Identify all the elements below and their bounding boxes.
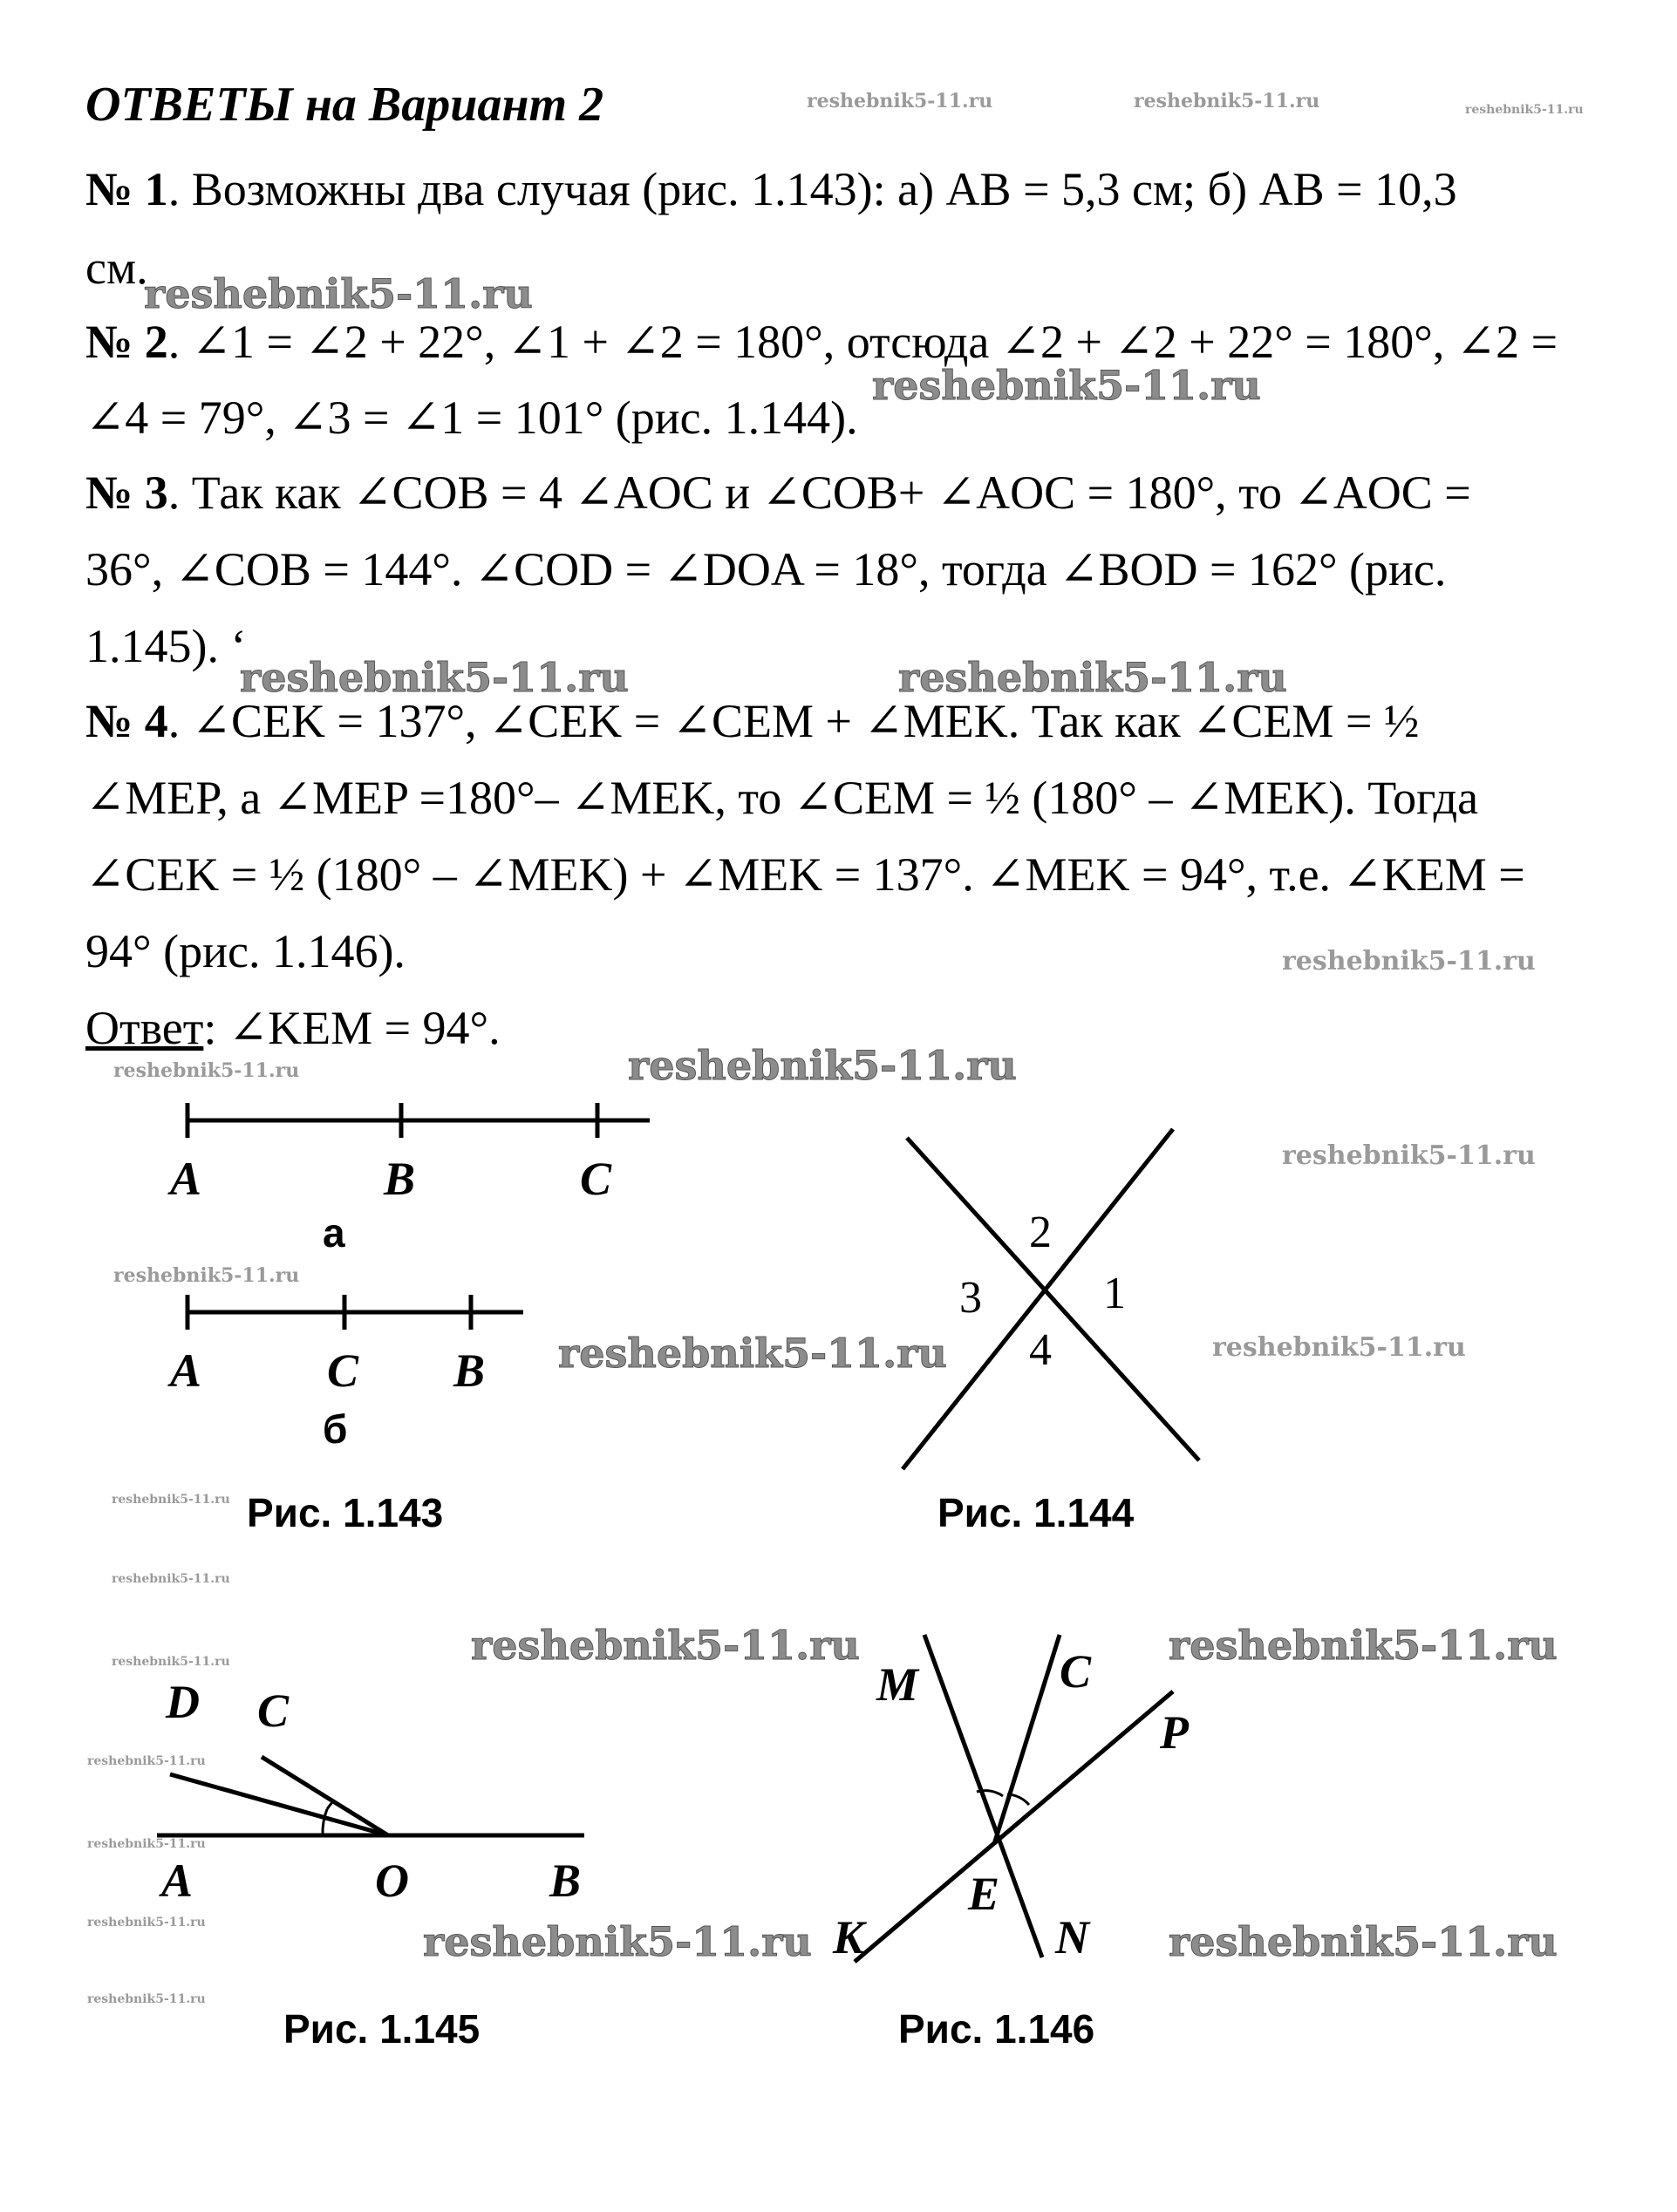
problem-3-number: № 3 (85, 466, 168, 519)
answer-label: Ответ (85, 1002, 204, 1054)
watermark: reshebnik5-11.ru (628, 1042, 1017, 1089)
problem-2-line-1 (85, 316, 1558, 368)
point-label-c: C (257, 1685, 290, 1737)
problem-1-line-2: см. (85, 242, 148, 294)
point-label-n: N (1055, 1911, 1089, 1964)
point-label-b: B (453, 1344, 486, 1397)
answer-text: : ∠KEM = 94°. (203, 1002, 501, 1054)
watermark: reshebnik5-11.ru (423, 1918, 812, 1965)
figure-caption: Рис. 1.145 (283, 2006, 481, 2052)
point-label-e: E (968, 1868, 1000, 1920)
watermark: reshebnik5-11.ru (1169, 1622, 1558, 1669)
point-label-d: D (166, 1676, 200, 1728)
segment-diagram-a (167, 1103, 650, 1256)
problem-1-text: . Возможны два случая (рис. 1.143): а) AB = 5,3 см; б) AB = 10,3 (167, 163, 1457, 215)
page-title: ОТВЕТЫ на Вариант 2 (85, 78, 604, 132)
case-label-a: а (323, 1210, 345, 1256)
problem-2-line-2: ∠4 = 79°, ∠3 = ∠1 = 101° (рис. 1.144). (85, 391, 858, 444)
watermark: reshebnik5-11.ru (807, 90, 993, 112)
watermark: reshebnik5-11.ru (898, 654, 1287, 701)
angle-label-4: 4 (1029, 1325, 1052, 1375)
watermark: reshebnik5-11.ru (112, 1655, 230, 1669)
problem-1-number: № 1 (85, 163, 168, 215)
watermark: reshebnik5-11.ru (1169, 1918, 1558, 1965)
point-label-p: P (1160, 1706, 1189, 1759)
figure-1-143 (166, 1081, 671, 1465)
answer-line (85, 1004, 501, 1052)
angle-label-2: 2 (1029, 1208, 1052, 1257)
watermark: reshebnik5-11.ru (112, 1572, 230, 1586)
problem-3-line-1 (85, 466, 1471, 519)
watermark: reshebnik5-11.ru (558, 1330, 947, 1377)
figure-1-145 (140, 1639, 610, 1901)
watermark: reshebnik5-11.ru (87, 1837, 206, 1851)
watermark: reshebnik5-11.ru (1134, 90, 1320, 112)
watermark: reshebnik5-11.ru (113, 1264, 300, 1287)
problem-3-line-2: 36°, ∠COB = 144°. ∠COD = ∠DOA = 18°, тогда ∠BOD = 162° (рис. (85, 543, 1447, 596)
problem-2-number: № 2 (85, 316, 168, 368)
point-label-a: A (170, 1153, 202, 1205)
problem-3-text: . Так как ∠COB = 4 ∠AOC и ∠COB+ ∠AOC = 180°, то ∠AOC = (167, 466, 1471, 519)
watermark: reshebnik5-11.ru (1212, 1332, 1466, 1363)
point-label-m: M (876, 1658, 919, 1711)
problem-2-text: . ∠1 = ∠2 + 22°, ∠1 + ∠2 = 180°, отсюда ∠2 + ∠2 + 22° = 180°, ∠2 = (167, 316, 1558, 368)
problem-4-number: № 4 (85, 695, 168, 747)
watermark: reshebnik5-11.ru (1282, 946, 1536, 977)
figure-1-144 (881, 1116, 1230, 1482)
case-label-b: б (323, 1406, 348, 1452)
angle-label-1: 1 (1103, 1269, 1126, 1318)
watermark: reshebnik5-11.ru (1282, 1140, 1536, 1171)
watermark: reshebnik5-11.ru (872, 362, 1261, 409)
watermark: reshebnik5-11.ru (113, 1059, 300, 1082)
figure-caption: Рис. 1.146 (898, 2006, 1095, 2052)
watermark: reshebnik5-11.ru (144, 270, 533, 317)
point-label-c: C (1060, 1645, 1092, 1698)
problem-4-line-1 (85, 695, 1420, 747)
point-label-c: C (327, 1344, 359, 1397)
point-label-b: B (384, 1153, 416, 1205)
point-label-k: K (833, 1911, 865, 1964)
problem-3-line-3: 1.145). ‘ (85, 620, 247, 672)
problem-4-line-2: ∠MEP, а ∠MEP =180°– ∠MEK, то ∠CEM = ½ (180° – ∠MEK). Тогда (85, 772, 1479, 824)
point-label-o: O (375, 1855, 409, 1901)
watermark: reshebnik5-11.ru (87, 1992, 206, 2006)
watermark: reshebnik5-11.ru (240, 654, 629, 701)
point-label-b: B (549, 1855, 582, 1901)
segment-diagram-b (167, 1295, 523, 1452)
problem-1-line-1 (85, 163, 1457, 215)
watermark: reshebnik5-11.ru (87, 1916, 206, 1930)
watermark: reshebnik5-11.ru (87, 1754, 206, 1768)
problem-4-line-4: 94° (рис. 1.146). (85, 925, 406, 977)
angle-label-3: 3 (959, 1273, 982, 1323)
point-label-c: C (580, 1153, 612, 1205)
watermark: reshebnik5-11.ru (1465, 103, 1584, 117)
problem-4-text: . ∠CEK = 137°, ∠CEK = ∠CEM + ∠MEK. Так как ∠CEM = ½ (167, 695, 1420, 747)
figure-1-146 (828, 1622, 1265, 1988)
watermark: reshebnik5-11.ru (471, 1622, 860, 1669)
problem-4-line-3: ∠CEK = ½ (180° – ∠MEK) + ∠MEK = 137°. ∠MEK = 94°, т.е. ∠KEM = (85, 848, 1525, 901)
figure-caption: Рис. 1.144 (937, 1490, 1135, 1535)
figure-caption: Рис. 1.143 (247, 1490, 444, 1535)
point-label-a: A (161, 1855, 194, 1901)
watermark: reshebnik5-11.ru (112, 1493, 230, 1507)
point-label-a: A (170, 1344, 202, 1397)
